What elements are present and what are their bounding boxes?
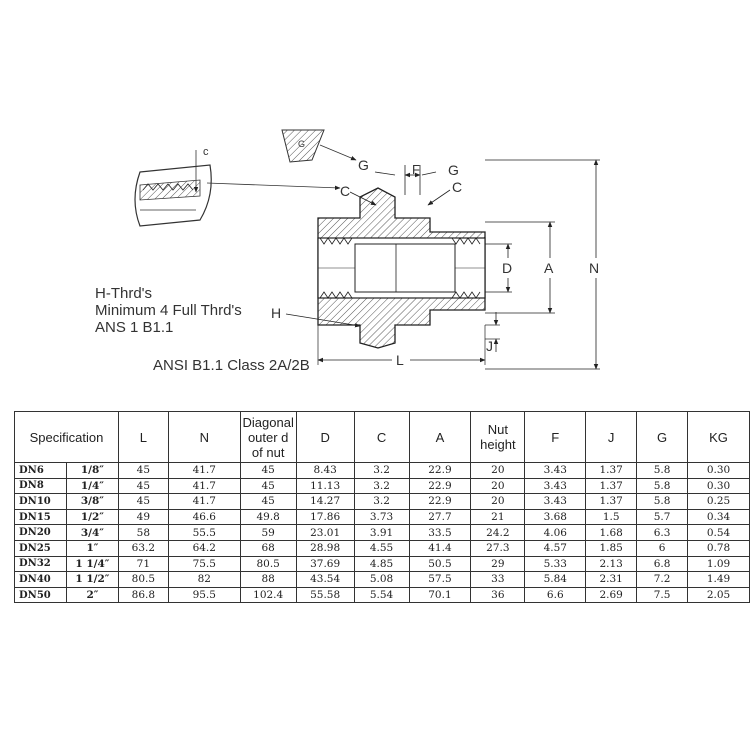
table-cell: 11.13 bbox=[296, 478, 354, 494]
table-cell: 86.8 bbox=[118, 587, 168, 603]
table-cell: 5.8 bbox=[637, 478, 688, 494]
thread-detail-g bbox=[282, 130, 356, 162]
standard-note: ANSI B1.1 Class 2A/2B bbox=[153, 357, 310, 374]
header-diagonal-line1: Diagonal bbox=[242, 414, 294, 430]
table-cell: 0.54 bbox=[688, 525, 750, 541]
table-cell: 20 bbox=[471, 494, 525, 510]
table-cell: 45 bbox=[240, 478, 296, 494]
table-cell: 2.13 bbox=[586, 556, 637, 572]
table-cell: 22.9 bbox=[409, 478, 471, 494]
header-f: F bbox=[525, 412, 586, 463]
cell-dn: DN25 bbox=[15, 540, 67, 556]
table-cell: 3.43 bbox=[525, 478, 586, 494]
table-cell: 27.3 bbox=[471, 540, 525, 556]
table-cell: 68 bbox=[240, 540, 296, 556]
table-cell: 4.55 bbox=[354, 540, 409, 556]
table-cell: 45 bbox=[240, 463, 296, 479]
table-cell: 17.86 bbox=[296, 509, 354, 525]
cell-inch: 1/2″ bbox=[66, 509, 118, 525]
label-c-left: C bbox=[340, 183, 351, 199]
table-cell: 3.73 bbox=[354, 509, 409, 525]
table-cell: 7.5 bbox=[637, 587, 688, 603]
table-cell: 0.30 bbox=[688, 463, 750, 479]
thread-note bbox=[95, 285, 242, 336]
table-cell: 55.58 bbox=[296, 587, 354, 603]
table-cell: 6 bbox=[637, 540, 688, 556]
table-cell: 3.2 bbox=[354, 463, 409, 479]
label-g-top-right: G bbox=[448, 162, 459, 178]
table-row bbox=[15, 463, 750, 479]
table-cell: 21 bbox=[471, 509, 525, 525]
table-row bbox=[15, 494, 750, 510]
table-cell: 0.78 bbox=[688, 540, 750, 556]
table-cell: 45 bbox=[118, 463, 168, 479]
thread-note-line2: Minimum 4 Full Thrd's bbox=[95, 302, 242, 319]
table-cell: 36 bbox=[471, 587, 525, 603]
cell-inch: 1″ bbox=[66, 540, 118, 556]
label-g-top-left: G bbox=[358, 157, 369, 173]
table-cell: 70.1 bbox=[409, 587, 471, 603]
header-g: G bbox=[637, 412, 688, 463]
label-d-dim: D bbox=[502, 260, 513, 276]
table-cell: 6.8 bbox=[637, 556, 688, 572]
table-cell: 71 bbox=[118, 556, 168, 572]
thread-detail-left bbox=[135, 150, 340, 226]
table-cell: 5.54 bbox=[354, 587, 409, 603]
cell-dn: DN8 bbox=[15, 478, 67, 494]
table-cell: 95.5 bbox=[168, 587, 240, 603]
table-cell: 80.5 bbox=[240, 556, 296, 572]
table-cell: 1.68 bbox=[586, 525, 637, 541]
table-cell: 4.85 bbox=[354, 556, 409, 572]
table-cell: 41.7 bbox=[168, 463, 240, 479]
cell-inch: 1/8″ bbox=[66, 463, 118, 479]
label-a-dim: A bbox=[544, 260, 554, 276]
header-c: C bbox=[354, 412, 409, 463]
table-cell: 41.4 bbox=[409, 540, 471, 556]
table-cell: 43.54 bbox=[296, 572, 354, 588]
table-cell: 1.85 bbox=[586, 540, 637, 556]
label-h: H bbox=[271, 305, 282, 321]
table-row bbox=[15, 572, 750, 588]
table-cell: 49.8 bbox=[240, 509, 296, 525]
table-cell: 2.31 bbox=[586, 572, 637, 588]
table-cell: 3.2 bbox=[354, 494, 409, 510]
table-cell: 33 bbox=[471, 572, 525, 588]
header-j: J bbox=[586, 412, 637, 463]
table-cell: 22.9 bbox=[409, 494, 471, 510]
cell-dn: DN40 bbox=[15, 572, 67, 588]
header-d: D bbox=[296, 412, 354, 463]
table-cell: 29 bbox=[471, 556, 525, 572]
table-cell: 45 bbox=[118, 478, 168, 494]
union-body bbox=[318, 188, 485, 348]
table-cell: 88 bbox=[240, 572, 296, 588]
cell-dn: DN15 bbox=[15, 509, 67, 525]
label-c-small: c bbox=[203, 146, 209, 158]
table-cell: 0.30 bbox=[688, 478, 750, 494]
table-cell: 1.37 bbox=[586, 478, 637, 494]
table-cell: 50.5 bbox=[409, 556, 471, 572]
table-cell: 1.09 bbox=[688, 556, 750, 572]
header-l: L bbox=[118, 412, 168, 463]
table-cell: 49 bbox=[118, 509, 168, 525]
table-cell: 5.33 bbox=[525, 556, 586, 572]
table-cell: 46.6 bbox=[168, 509, 240, 525]
cell-inch: 3/8″ bbox=[66, 494, 118, 510]
table-cell: 75.5 bbox=[168, 556, 240, 572]
label-n-dim: N bbox=[589, 260, 600, 276]
table-cell: 57.5 bbox=[409, 572, 471, 588]
table-cell: 6.6 bbox=[525, 587, 586, 603]
table-cell: 22.9 bbox=[409, 463, 471, 479]
cell-inch: 2″ bbox=[66, 587, 118, 603]
table-cell: 80.5 bbox=[118, 572, 168, 588]
table-cell: 4.57 bbox=[525, 540, 586, 556]
specification-table bbox=[14, 411, 750, 603]
table-cell: 41.7 bbox=[168, 494, 240, 510]
table-cell: 6.3 bbox=[637, 525, 688, 541]
cell-dn: DN20 bbox=[15, 525, 67, 541]
table-cell: 4.06 bbox=[525, 525, 586, 541]
table-cell: 3.91 bbox=[354, 525, 409, 541]
label-j-dim: J bbox=[486, 338, 493, 354]
table-row bbox=[15, 587, 750, 603]
table-cell: 59 bbox=[240, 525, 296, 541]
table-cell: 45 bbox=[240, 494, 296, 510]
table-cell: 20 bbox=[471, 478, 525, 494]
table-row bbox=[15, 478, 750, 494]
cell-dn: DN50 bbox=[15, 587, 67, 603]
table-cell: 8.43 bbox=[296, 463, 354, 479]
cell-dn: DN10 bbox=[15, 494, 67, 510]
table-cell: 20 bbox=[471, 463, 525, 479]
label-l-dim: L bbox=[396, 352, 404, 368]
cell-inch: 1 1/2″ bbox=[66, 572, 118, 588]
table-cell: 45 bbox=[118, 494, 168, 510]
table-cell: 82 bbox=[168, 572, 240, 588]
table-cell: 3.2 bbox=[354, 478, 409, 494]
header-nut-height bbox=[471, 412, 525, 463]
label-c-right: C bbox=[452, 179, 463, 195]
cell-dn: DN6 bbox=[15, 463, 67, 479]
header-n: N bbox=[168, 412, 240, 463]
table-row bbox=[15, 509, 750, 525]
thread-note-line1: H-Thrd's bbox=[95, 285, 153, 302]
table-cell: 5.8 bbox=[637, 494, 688, 510]
cell-dn: DN32 bbox=[15, 556, 67, 572]
cell-inch: 3/4″ bbox=[66, 525, 118, 541]
table-cell: 0.25 bbox=[688, 494, 750, 510]
table-cell: 2.05 bbox=[688, 587, 750, 603]
cell-inch: 1/4″ bbox=[66, 478, 118, 494]
header-nut-line2: height bbox=[480, 437, 516, 452]
label-g-detail: G bbox=[298, 139, 306, 149]
table-cell: 33.5 bbox=[409, 525, 471, 541]
table-cell: 27.7 bbox=[409, 509, 471, 525]
header-specification: Specification bbox=[15, 412, 119, 463]
header-diagonal-line2: outer d bbox=[247, 429, 289, 445]
header-a: A bbox=[409, 412, 471, 463]
table-cell: 2.69 bbox=[586, 587, 637, 603]
table-cell: 1.37 bbox=[586, 463, 637, 479]
table-cell: 1.49 bbox=[688, 572, 750, 588]
table-cell: 23.01 bbox=[296, 525, 354, 541]
table-cell: 5.84 bbox=[525, 572, 586, 588]
table-cell: 0.34 bbox=[688, 509, 750, 525]
table-cell: 7.2 bbox=[637, 572, 688, 588]
table-cell: 14.27 bbox=[296, 494, 354, 510]
table-cell: 28.98 bbox=[296, 540, 354, 556]
table-row bbox=[15, 556, 750, 572]
table-header-row bbox=[15, 412, 750, 463]
table-cell: 64.2 bbox=[168, 540, 240, 556]
table-cell: 24.2 bbox=[471, 525, 525, 541]
header-diagonal bbox=[240, 412, 296, 463]
table-cell: 37.69 bbox=[296, 556, 354, 572]
table-cell: 5.08 bbox=[354, 572, 409, 588]
table-cell: 1.5 bbox=[586, 509, 637, 525]
header-diagonal-line3: of nut bbox=[251, 444, 285, 460]
table-row bbox=[15, 540, 750, 556]
table-cell: 63.2 bbox=[118, 540, 168, 556]
label-f-top: F bbox=[412, 162, 420, 177]
table-cell: 3.43 bbox=[525, 494, 586, 510]
table-body bbox=[15, 463, 750, 603]
table-cell: 58 bbox=[118, 525, 168, 541]
table-cell: 102.4 bbox=[240, 587, 296, 603]
cell-inch: 1 1/4″ bbox=[66, 556, 118, 572]
table-cell: 3.43 bbox=[525, 463, 586, 479]
table-cell: 1.37 bbox=[586, 494, 637, 510]
table-cell: 41.7 bbox=[168, 478, 240, 494]
table-cell: 55.5 bbox=[168, 525, 240, 541]
table-cell: 3.68 bbox=[525, 509, 586, 525]
header-nut-line1: Nut bbox=[487, 422, 508, 437]
thread-note-line3: ANS 1 B1.1 bbox=[95, 319, 174, 336]
header-kg: KG bbox=[688, 412, 750, 463]
table-row bbox=[15, 525, 750, 541]
table-cell: 5.7 bbox=[637, 509, 688, 525]
table-cell: 5.8 bbox=[637, 463, 688, 479]
